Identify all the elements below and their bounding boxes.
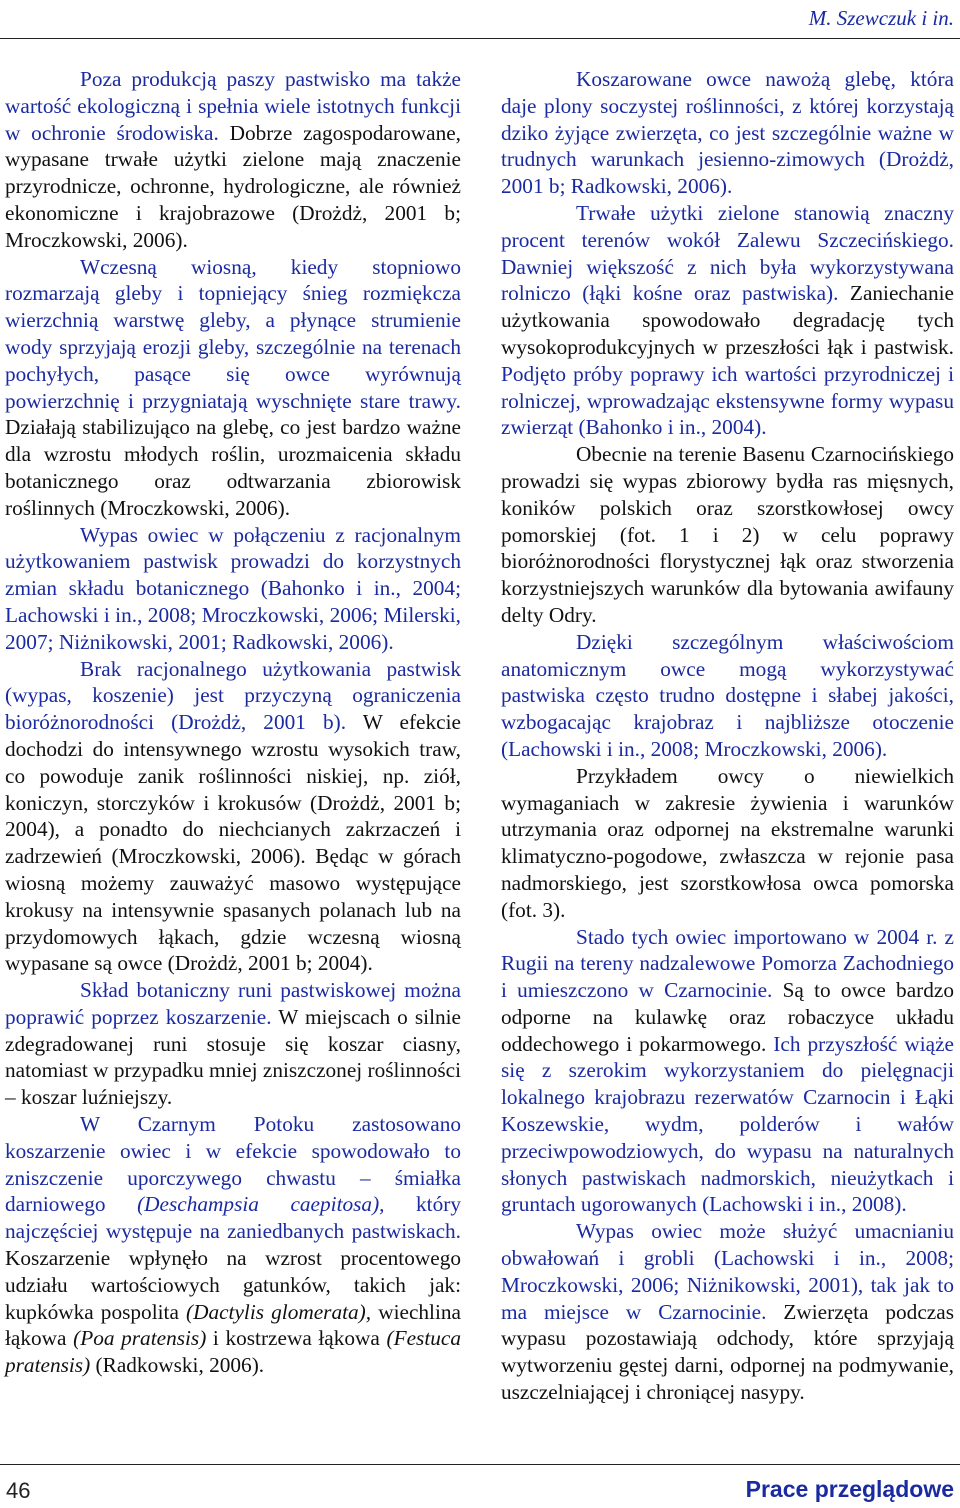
text-span: wiechlina łąkowa — [5, 1299, 461, 1351]
page-number: 46 — [6, 1478, 31, 1503]
right-column — [501, 66, 954, 1406]
text-span: Skład botaniczny runi pastwiskowej można poprawić poprzez koszarzenie. — [5, 978, 461, 1029]
journal-section-title: Prace przeglądowe — [745, 1476, 954, 1502]
text-span: Zwierzęta podczas wypasu pozostawiają odchody, które sprzyjają wytworzeniu gęstej darni, odpornej na podmywanie, uszczelniającej i chroniącej nasypy. — [501, 1299, 954, 1405]
paragraph: Obecnie na terenie Basenu Czarnocińskiego prowadzi się wypas zbiorowy bydła ras mięsnych, koników polskich oraz szorstkowłosej owcy pomorskiej (fot. 1 i 2) w celu poprawy bioróżnorodności florystycznej łąk oraz stworzenia korzystniejszych warunków dla bytowania awifauny delty Odry. — [501, 442, 954, 627]
paragraph — [501, 200, 954, 441]
text-span: Wczesną wiosną, kiedy stopniowo rozmarzają gleby i topniejący śnieg rozmiękcza wierzchnią warstwę gleby, a płynące strumienie wody sprzyjają erozji gleby, szczególnie na terenach pochyłych, pasące się owce wyrównują powierzchnię i przygniatają wyschnięte stare trawy. — [5, 254, 461, 413]
text-span: Koszarzenie wpłynęło na wzrost procentowego udziału wartościowych gatunków, takich jak: kupkówka pospolita — [5, 1246, 461, 1324]
text-span: Zaniechanie użytkowania spowodowało degradację tych wysokoprodukcyjnych w przeszłości łąk i pastwisk. — [501, 281, 954, 359]
text-span: Ich przyszłość wiąże się z szerokim wykorzystaniem do pielęgnacji lokalnego krajobrazu rezerwatów Czarnocin i Łąki Koszewskie, wydm, polderów i wałów przeciwpowodziowych, do wypasu na naturalnych słonych pastwiskach nadmorskich, nieużytkach i gruntach ugorowanych (Lachowski i in., 2008). — [501, 1031, 954, 1217]
species-name: (Poa pratensis) — [73, 1326, 207, 1351]
text-span: W Czarnym Potoku zastosowano koszarzenie owiec i w efekcie spowodowało to zniszczenie uporczywego chwastu – śmiałka darniowego — [5, 1112, 461, 1217]
text-span: Dobrze zagospodarowane, wypasane trwałe użytki zielone mają znaczenie przyrodnicze, ochronne, hydrologiczne, ale również ekonomiczne i krajobrazowe (Drożdż, 2001 b; Mroczkowski, 2006). — [5, 120, 461, 252]
paragraph: Dzięki szczególnym właściwościom anatomicznym owce mogą wykorzystywać pastwiska często trudno dostępne i słabej jakości, wzbogacając krajobraz i najbliższe otoczenie (Lachowski i in., 2008; Mroczkowski, 2006). — [501, 629, 954, 761]
text-span: Wypas owiec może służyć umacnianiu obwałowań i grobli (Lachowski i in., 2008; Mroczkowski, 2006; Niżnikowski, 2001), tak jak to ma miejsce w Czarnocinie. — [501, 1219, 954, 1324]
text-span: który najczęściej występuje na zaniedbanych pastwiskach. — [5, 1192, 461, 1244]
paragraph — [5, 66, 461, 254]
text-span: i kostrzewa łąkowa — [206, 1326, 387, 1351]
paragraph — [5, 1111, 461, 1379]
text-span: Są to owce bardzo odporne na kulawkę oraz robaczyce układu oddechowego i pokarmowego. — [501, 978, 954, 1056]
paragraph — [5, 656, 461, 978]
text-span: Trwałe użytki zielone stanowią znaczny procent terenów wokół Zalewu Szczecińskiego. Dawniej większość z nich była wykorzystywana rolniczo (łąki kośne oraz pastwiska). — [501, 200, 954, 306]
footer-rule — [0, 1464, 960, 1465]
paragraph — [501, 924, 954, 1219]
text-span: Brak racjonalnego użytkowania pastwisk (wypas, koszenie) jest przyczyną ograniczenia bioróżnorodności (Drożdż, 2001 b). — [5, 656, 461, 735]
species-name: (Deschampsia caepitosa), — [137, 1192, 385, 1217]
text-span: Działają stabilizująco na glebę, co jest bardzo ważne dla wzrostu młodych roślin, urozmaicenia składu botanicznego oraz odtwarzania zbiorowisk roślinnych (Mroczkowski, 2006). — [5, 415, 461, 520]
species-name: (Dactylis glomerata), — [185, 1299, 372, 1324]
text-span: Podjęto próby poprawy ich wartości przyrodniczej i rolniczej, wprowadzając ekstensywne formy wypasu zwierząt (Bahonko i in., 2004). — [501, 361, 954, 440]
paragraph — [5, 254, 461, 522]
text-span: W efekcie dochodzi do intensywnego wzrostu wysokich traw, co powoduje zanik roślinności niskiej, np. ziół, koniczyn, storczyków i krokusów (Drożdż, 2001 b; 2004), a ponadto do niechcianych zakrzaczeń i zadrzewień (Mroczkowski, 2006). Będąc w górach wiosną możemy zauważyć masowo występujące krokusy na intensywnie spasanych polanach lub na przydomowych łąkach, gdzie wczesną wiosną wypasane są owce (Drożdż, 2001 b; 2004). — [5, 710, 461, 976]
text-span: W miejscach o silnie zdegradowanej runi stosuje się koszar ciasny, natomiast w przypadku mniej zniszczonej roślinności – koszar luźniejszy. — [5, 1004, 461, 1110]
left-column — [5, 66, 461, 1379]
text-span: Stado tych owiec importowano w 2004 r. z Rugii na tereny nadzalewowe Pomorza Zachodniego i umieszczono w Czarnocinie. — [501, 924, 954, 1003]
species-name: (Festuca pratensis) — [5, 1326, 461, 1378]
paragraph: Wypas owiec w połączeniu z racjonalnym użytkowaniem pastwisk prowadzi do korzystnych zmian składu botanicznego (Bahonko i in., 2004; Lachowski i in., 2008; Mroczkowski, 2006; Milerski, 2007; Niżnikowski, 2001; Radkowski, 2006). — [5, 522, 461, 654]
paragraph: Przykładem owcy o niewielkich wymaganiach w zakresie żywienia i warunków utrzymania oraz odpornej na ekstremalne warunki klimatyczno-pogodowe, zwłaszcza w rejonie pasa nadmorskiego, jest szorstkowłosa owca pomorska (fot. 3). — [501, 763, 954, 922]
text-span: (Radkowski, 2006). — [90, 1353, 265, 1378]
paragraph — [501, 1218, 954, 1406]
paragraph: Koszarowane owce nawożą glebę, która daje plony soczystej roślinności, z której korzystają dziko żyjące zwierzęta, co jest szczególnie ważne w trudnych warunkach jesienno-zimowych (Drożdż, 2001 b; Radkowski, 2006). — [501, 67, 954, 199]
paragraph — [5, 977, 461, 1111]
text-span: Poza produkcją paszy pastwisko ma także wartość ekologiczną i spełnia wiele istotnych funkcji w ochronie środowiska. — [5, 67, 461, 145]
running-header-author: M. Szewczuk i in. — [808, 6, 954, 30]
header-rule — [0, 38, 960, 39]
